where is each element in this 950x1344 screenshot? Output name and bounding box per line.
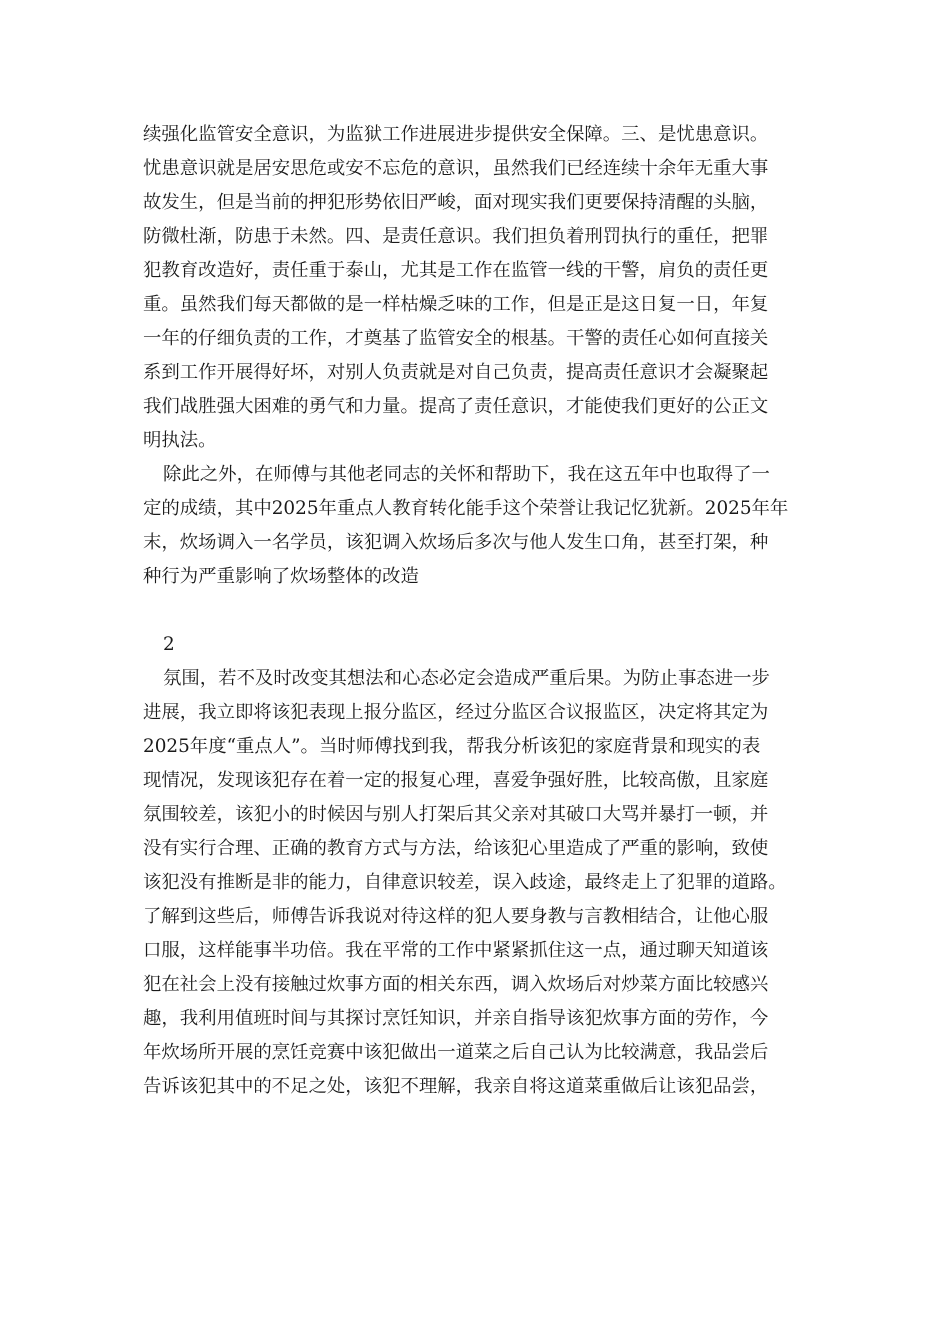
text-line: 了解到这些后，师傅告诉我说对待这样的犯人要身教与言教相结合，让他心服	[143, 906, 769, 927]
text-line: 重。虽然我们每天都做的是一样枯燥乏味的工作，但是正是这日复一日，年复	[143, 294, 769, 315]
document-page	[143, 118, 803, 1104]
text-line: 防微杜渐，防患于未然。四、是责任意识。我们担负着刑罚执行的重任，把罪	[143, 226, 769, 247]
text-line: 故发生，但是当前的押犯形势依旧严峻，面对现实我们更要保持清醒的头脑，	[143, 192, 769, 213]
text-line: 续强化监管安全意识，为监狱工作进展进步提供安全保障。三、是忧患意识。	[143, 124, 769, 145]
text-line: 现情况，发现该犯存在着一定的报复心理，喜爱争强好胜，比较高傲，且家庭	[143, 770, 769, 791]
text-line: 氛围，若不及时改变其想法和心态必定会造成严重后果。为防止事态进一步	[163, 668, 770, 689]
paragraph-key-person	[143, 662, 803, 1104]
text-line: 除此之外，在师傅与其他老同志的关怀和帮助下，我在这五年中也取得了一	[163, 464, 770, 485]
text-line: 一年的仔细负责的工作，才奠基了监管安全的根基。干警的责任心如何直接关	[143, 328, 769, 349]
text-line: 氛围较差，该犯小的时候因与别人打架后其父亲对其破口大骂并暴打一顿，并	[143, 804, 769, 825]
text-line: 2025年度“重点人”。当时师傅找到我，帮我分析该犯的家庭背景和现实的表	[143, 736, 761, 757]
text-line: 犯教育改造好，责任重于泰山，尤其是工作在监管一线的干警，肩负的责任更	[143, 260, 769, 281]
text-line: 种行为严重影响了炊场整体的改造	[143, 566, 419, 587]
spacer	[143, 594, 803, 628]
text-line: 口服，这样能事半功倍。我在平常的工作中紧紧抓住这一点，通过聊天知道该	[143, 940, 769, 961]
text-line: 犯在社会上没有接触过炊事方面的相关东西，调入炊场后对炒菜方面比较感兴	[143, 974, 769, 995]
text-line: 系到工作开展得好坏，对别人负责就是对自己负责，提高责任意识才会凝聚起	[143, 362, 769, 383]
page-number: 2	[163, 634, 175, 655]
text-line: 没有实行合理、正确的教育方式与方法，给该犯心里造成了严重的影响，致使	[143, 838, 769, 859]
paragraph-achievements	[143, 458, 803, 594]
text-line: 定的成绩，其中2025年重点人教育转化能手这个荣誉让我记忆犹新。2025年年	[143, 498, 789, 519]
text-line: 告诉该犯其中的不足之处，该犯不理解，我亲自将这道菜重做后让该犯品尝，	[143, 1076, 769, 1097]
text-line: 忧患意识就是居安思危或安不忘危的意识，虽然我们已经连续十余年无重大事	[143, 158, 769, 179]
paragraph-duty-awareness	[143, 118, 803, 458]
text-line: 进展，我立即将该犯表现上报分监区，经过分监区合议报监区，决定将其定为	[143, 702, 769, 723]
text-line: 我们战胜强大困难的勇气和力量。提高了责任意识，才能使我们更好的公正文	[143, 396, 769, 417]
text-line: 末，炊场调入一名学员，该犯调入炊场后多次与他人发生口角，甚至打架，种	[143, 532, 769, 553]
text-line: 明执法。	[143, 430, 217, 451]
text-line: 趣，我利用值班时间与其探讨烹饪知识，并亲自指导该犯炊事方面的劳作，今	[143, 1008, 769, 1029]
text-line: 年炊场所开展的烹饪竞赛中该犯做出一道菜之后自己认为比较满意，我品尝后	[143, 1042, 769, 1063]
text-line: 该犯没有推断是非的能力，自律意识较差，误入歧途，最终走上了犯罪的道路。	[143, 872, 787, 893]
